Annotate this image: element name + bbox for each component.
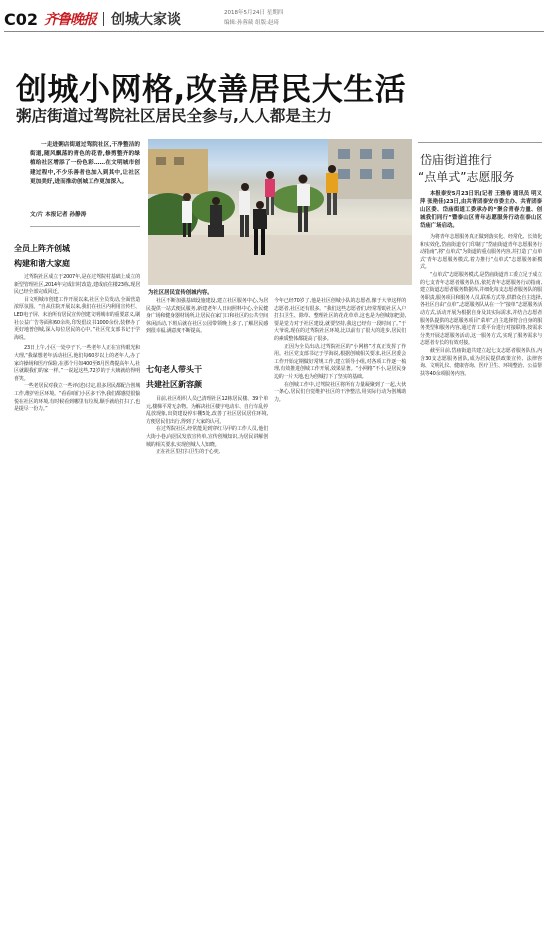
col1-subhead-2: 构建和谐大家庭 (14, 259, 70, 268)
issue-date: 2018年5月24日 星期四 (224, 10, 284, 16)
page-number: C02 (4, 10, 39, 29)
header-divider-icon (103, 12, 104, 26)
header-rule (4, 31, 544, 32)
col2-paragraph: 正在社区里打扫卫生的于心奕, (156, 449, 220, 456)
col1-subhead-1: 全员上阵齐创城 (14, 244, 70, 253)
section-title: 创城大家谈 (111, 12, 181, 28)
photo-illustration-icon (148, 139, 412, 285)
news-photo (148, 139, 412, 285)
sidebar-paragraph: 本报泰安5月23日讯(记者 王雅春 通讯员 明义萍 张艳佳)23日,由共青团泰安市委主办、共青团泰山区委、岱庙街道工委承办的“聚合青春力量、创城我们同行”暨泰山区青年志愿服务行动在泰山区岱庙广场启动。 (420, 191, 542, 229)
col2-subhead-1: 七旬老人带头干 (146, 365, 202, 374)
col2-body-top (146, 298, 268, 336)
col1-paragraph: 23日上午,小区一处亭子下,一些老年人正在宣传眼光和大理,“我谋想老年活动社区,他们每60岁以上的老年人,办了家许操场和医疗保险,在那个月如400至8月医费提高年人,社区就跟我们的家一样。”一说起这些,72岁的于大姨就给得明喜笑。 (14, 345, 140, 382)
col3-paragraph: 今年已经70岁了,他是社区创城小队的志愿者,像于大爷这样的志愿者,社区还有很多。“我们这些志愿者们,经常帮助社区入户打扫卫生、除草、整理社区的花花草草,这也是为创城加把劲,要是觉力对于社区建设,就要坚持,我这已经有一段时间了。”于大爷说,现在的过驾院社区环境,比以前有了很大的进步,居民们的素质整体都提高了很多。 (274, 298, 406, 342)
headline: 创城小网格,改善居民大生活 (16, 72, 407, 108)
col3-paragraph: 正因为全员出动,过驾院社区的“小网格”才真正发挥了作用。社区党支部书记于学海说,根据创城相关要求,社区居委会工作开始定期做好常规工作,建立领导小组,对各项工作逐一梳理,有效推进创城工作开展,效果显著。“小网格”不小,是居民身边的一片天地,也为创城打下了坚实的基础。 (274, 343, 406, 380)
sidebar-rule (418, 142, 542, 143)
sidebar-body (420, 190, 542, 378)
lead-rule (30, 226, 140, 227)
col1-paragraph: 目文明城市创建工作开展以来,社区全员发动,全面营造浓厚氛围。“自从住院开展以来,我们在社区内利用宣传栏、LED电子屏、未治所有居民宣传创建文明城市的重要意义,刷社公益广告等面积60余块,印发倡议书1000余份,装修办了更好地普创城,深入每位居民的心中。”社区党支部书记于学海说。 (14, 296, 140, 341)
editor-credits: 编辑:孙蓉葳 组版:赵琦 (224, 20, 279, 26)
col2-paragraph: 社区不断加强基础设施建设,建立社区服务中心,为居民提供一站式便民服务,新建老年人日间照料中心,全民健身广场和健身器材场所,让居民在家门口和社区的公共空间休闲活动,下班后就在社区公园带领晚上多了,了解居民感到很幸福,满意度不断提高。 (146, 298, 268, 335)
col1-paragraph: 一些老居民对我立一些评(述)讨定,很多居民都配合创城工作,维护社区环境。“看看咱们小区多干净,我们都感觉很愉悦在社区的环境,有时候看到哪里有垃圾,顺手就给打扫了,也是提尽一份力。” (14, 383, 140, 413)
sidebar-paragraph: 为将青年志愿服务真正做到落实化、经常化、长效化和实效化,岱庙街道专门印制了“岱庙街道青年志愿服务行动指南”,将“点单式”为街道的重点服务内容,并打造了‘点单式’青年志愿服务模式,着力推行“点单式”志愿服务新模式。 (420, 234, 542, 271)
col3-paragraph: 在创城工作中,过驾院社区将所有力量凝聚到了一起,大伙一条心,居民们自觉维护社区的干净整洁,用实际行动为创城助力。 (274, 381, 406, 403)
sidebar-paragraph: “点单式”志愿服务模式,是岱庙街道青工委立足于成立的七支青年志愿者服务队伍,依托青年志愿服务行动指南,建立街道志愿者服务数据库,并细化每支志愿者服务队的服务职责,服务项目和服务人员,联系方式等,供群众自主选择,各社区自由“点单”,志愿服务队从在一个“接单”志愿服务活动方式,活动开展为根据自身及其实际需求,并结合志愿者服务队提供的志愿服务项目“菜单”,自主选择符合自身的服务类型和服务内容,通过青工委平台进行对接联络,按需求分类开展志愿服务活动,这一服务方式,实现了服务需求与志愿者专长的有效对接。 (420, 271, 542, 347)
sidebar-title-1: 岱庙街道推行 (420, 153, 493, 167)
sidebar-title-2: “点单式”志愿服务 (418, 170, 515, 184)
sidebar-paragraph: 截至目前,岱庙街道共建立起七支志愿者服务队伍,内含30支志愿服务团队,成为居民提供政策宣传、法律咨询、文明礼仪、健康咨询、医疗卫生、环境整治、公益帮扶等40余项服务内容。 (420, 347, 542, 377)
subheadline: 粥店街道过驾院社区居民全参与,人人都是主力 (16, 107, 332, 125)
col2-subhead-2: 共建社区新容颜 (146, 380, 202, 389)
col2-paragraph: 在过驾院社区,经常能见到穿红马甲的工作人员,他们大街小巷,向居民发放宣传单,宣传创城知识,为居民讲解创城的相关要求,实现创城人人知晓。 (146, 426, 268, 448)
col2-paragraph: 目前,社区组织人员已清理社区12栋居民楼、39个单元,楼梯平常无杂物。为解决社区楼宇电动车、自行车乱停乱放现象,出资建设停车棚5处,改善了社区居民居住环境,方便居民们出行,得到了大家的认可。 (146, 396, 268, 425)
col2-body (146, 396, 268, 457)
col1-paragraph: 过驾院社区成立于2007年,是在过驾院村基础上成立的新型管理社区,2014年完成旧村改造,建成底住楼23栋,现居民已经全部完成回迁。 (14, 274, 140, 296)
col1-body (14, 274, 140, 414)
col3-body (274, 298, 406, 404)
brand-logo: 齐鲁晚报 (44, 12, 96, 28)
photo-caption: 为社区居民宣传创城内容。 (148, 290, 213, 296)
lead-paragraph: 一走进粥店街道过驾院社区,干净整洁的街道,随风飘荡的青色的花香,修剪整齐的绿植给社区增添了一份色彩……在文明城市创建过程中,不少乐善者也加入到其中,让社区更加美好,进而推动创城工作更加深入。 (30, 142, 140, 185)
byline: 文/片 本报记者 孙静涛 (30, 212, 87, 218)
